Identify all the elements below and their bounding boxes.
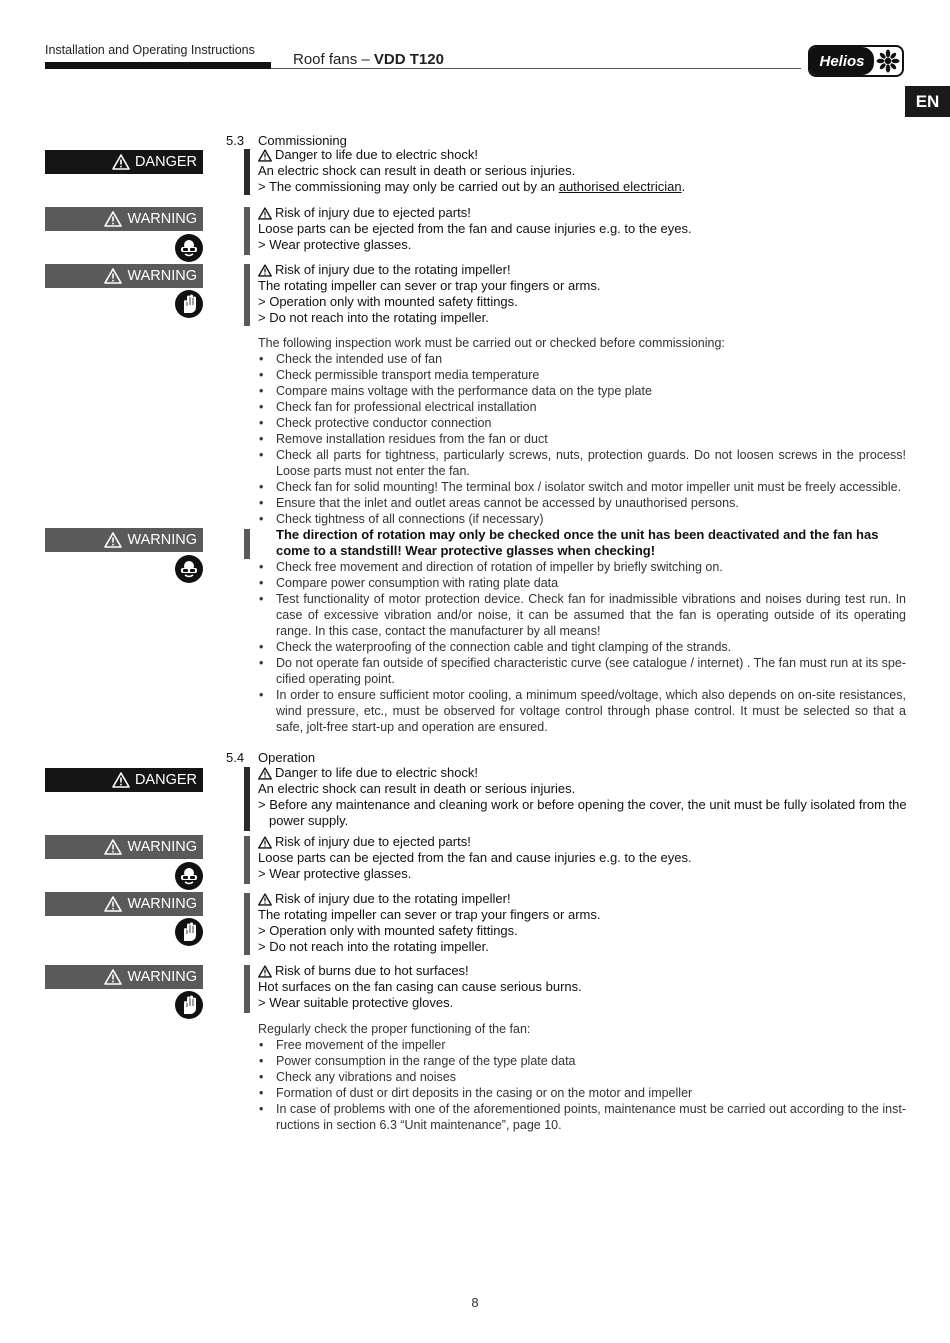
title-model: VDD T120 xyxy=(373,51,444,68)
warning-label xyxy=(45,835,203,859)
box-title xyxy=(258,891,908,907)
title-prefix: Roof fans – xyxy=(293,51,374,68)
box-content xyxy=(258,765,908,829)
box-title-text: Danger to life due to electric shock! xyxy=(275,147,479,162)
list-item: • Formation of dust or dirt deposits in the casing or on the motor and impeller xyxy=(258,1085,906,1101)
box-line: An electric shock can result in death or serious injuries. xyxy=(258,781,576,796)
danger-label-text: DANGER xyxy=(134,772,197,788)
warning-label xyxy=(45,892,203,916)
box-title-text: Risk of injury due to ejected parts! xyxy=(275,205,471,220)
box-line: > Wear suitable protective gloves. xyxy=(258,995,454,1010)
safety-glasses-icon xyxy=(175,234,203,262)
list-item: • Free movement of the impeller xyxy=(258,1037,906,1053)
warning-triangle-icon xyxy=(258,836,272,849)
box-line: > Before any maintenance and cleaning work or before opening the cover, the unit must be fully isolated from the power supply. xyxy=(258,797,907,828)
warning-triangle-icon xyxy=(258,965,272,978)
warning-bar xyxy=(244,264,250,326)
protective-glove-icon xyxy=(175,991,203,1019)
box-content xyxy=(258,262,908,326)
list-item: • Check fan for professional electrical installation xyxy=(258,399,906,415)
header-rule-thin xyxy=(271,68,801,69)
warning-triangle-icon xyxy=(112,154,130,170)
box-title-text: Risk of injury due to the rotating impeller! xyxy=(275,262,511,277)
box-content xyxy=(258,147,908,195)
warning-triangle-icon xyxy=(258,767,272,780)
warning-label xyxy=(45,528,203,552)
box-title-text: Risk of injury due to ejected parts! xyxy=(275,834,471,849)
danger-label xyxy=(45,150,203,174)
box-line: > Do not reach into the rotating impeller. xyxy=(258,939,489,954)
warning-label-text: WARNING xyxy=(127,969,197,985)
box-content xyxy=(258,963,908,1011)
list-item: • Check free movement and direction of rotation of impeller by briefly switching on. xyxy=(258,559,906,575)
section-number: 5.3 xyxy=(226,133,245,148)
section-heading-operation xyxy=(226,750,315,765)
box-line xyxy=(258,179,908,195)
box-line: Loose parts can be ejected from the fan and cause injuries e.g. to the eyes. xyxy=(258,850,692,865)
box-line: The rotating impeller can sever or trap your fingers or arms. xyxy=(258,907,601,922)
box-title-text: Danger to life due to electric shock! xyxy=(275,765,479,780)
list-item: • Check fan for solid mounting! The terminal box / isolator switch and motor impeller unit must be freely accessible. xyxy=(258,479,906,495)
authorised-electrician-link: authorised electrician xyxy=(558,179,682,194)
list-item: • Test functionality of motor protection device. Check fan for inadmissible vibrations and noises during test run. In case of excessive vibration and/or noise, it can be assumed that the fan is operating outside of its operating range. In this case, contact the manufacturer by all means! xyxy=(258,591,906,639)
list-item: • Compare power consumption with rating plate data xyxy=(258,575,906,591)
warning-label xyxy=(45,965,203,989)
box-line: > Do not reach into the rotating impeller. xyxy=(258,310,489,325)
box-line: Loose parts can be ejected from the fan and cause injuries e.g. to the eyes. xyxy=(258,221,692,236)
list-item: • Remove installation residues from the fan or duct xyxy=(258,431,906,447)
language-tab[interactable]: EN xyxy=(905,86,950,117)
list-item: • Check the intended use of fan xyxy=(258,351,906,367)
warning-bar xyxy=(244,529,250,559)
warning-triangle-icon xyxy=(258,893,272,906)
box-title-text: Risk of injury due to the rotating impeller! xyxy=(275,891,511,906)
box-content xyxy=(258,205,908,253)
section-number: 5.4 xyxy=(226,750,245,765)
box-line-prefix: > The commissioning may only be carried out by an xyxy=(258,179,559,194)
list-item: • Check permissible transport media temperature xyxy=(258,367,906,383)
box-title xyxy=(258,834,908,850)
box-title xyxy=(258,205,908,221)
document-type: Installation and Operating Instructions xyxy=(45,43,255,57)
list-item: • Do not operate fan outside of specified characteristic curve (see catalogue / internet) . The fan must run at its spe-cified operating point. xyxy=(258,655,906,687)
warning-label-text: WARNING xyxy=(127,839,197,855)
list-item: • In case of problems with one of the aforementioned points, maintenance must be carried out according to the inst-ructions in section 6.3 “Unit maintenance”, page 10. xyxy=(258,1101,906,1133)
warning-label-text: WARNING xyxy=(127,268,197,284)
warning-label-text: WARNING xyxy=(127,532,197,548)
danger-bar xyxy=(244,767,250,831)
list-item: • In order to ensure sufficient motor cooling, a minimum speed/voltage, which also depends on on-site resistances, wind pressure, etc., must be observed for voltage control through phase control. It must be selected so that a safe, jolt-free start-up and operation are ensured. xyxy=(258,687,906,735)
section-title: Operation xyxy=(258,750,316,765)
header-rule-thick xyxy=(45,62,271,69)
box-line: Hot surfaces on the fan casing can cause serious burns. xyxy=(258,979,582,994)
warning-label-text: WARNING xyxy=(127,896,197,912)
warning-bar xyxy=(244,836,250,884)
box-title xyxy=(258,262,908,278)
box-line: An electric shock can result in death or serious injuries. xyxy=(258,163,576,178)
commissioning-intro: The following inspection work must be carried out or checked before commissioning: xyxy=(258,336,725,350)
list-item: • Check protective conductor connection xyxy=(258,415,906,431)
box-content xyxy=(258,834,908,882)
box-title xyxy=(258,963,908,979)
warning-triangle-icon xyxy=(104,268,122,284)
list-item: • Check tightness of all connections (if necessary) xyxy=(258,511,906,527)
safety-glasses-icon xyxy=(175,555,203,583)
warning-label-text: WARNING xyxy=(127,211,197,227)
box-line: > Operation only with mounted safety fittings. xyxy=(258,294,518,309)
rotation-warning-text: The direction of rotation may only be checked once the unit has been deactivated and the fan has come to a standstill! Wear protective glasses when checking! xyxy=(276,527,879,558)
document-title xyxy=(293,51,444,68)
box-line-suffix: . xyxy=(681,179,686,194)
list-item: • Check any vibrations and noises xyxy=(258,1069,906,1085)
warning-triangle-icon xyxy=(258,264,272,277)
protective-glove-icon xyxy=(175,918,203,946)
warning-triangle-icon xyxy=(258,149,272,162)
warning-triangle-icon xyxy=(104,839,122,855)
commissioning-checklist-b xyxy=(258,559,906,735)
operation-checklist xyxy=(258,1037,906,1133)
danger-bar xyxy=(244,149,250,195)
box-line: > Wear protective glasses. xyxy=(258,866,412,881)
warning-label xyxy=(45,207,203,231)
protective-glove-icon xyxy=(175,290,203,318)
box-line: The rotating impeller can sever or trap your fingers or arms. xyxy=(258,278,601,293)
warning-triangle-icon xyxy=(112,772,130,788)
warning-triangle-icon xyxy=(104,211,122,227)
helios-logo xyxy=(808,45,904,77)
section-title: Commissioning xyxy=(258,133,347,148)
list-item: • Compare mains voltage with the performance data on the type plate xyxy=(258,383,906,399)
operation-intro: Regularly check the proper functioning of the fan: xyxy=(258,1022,531,1036)
box-line: > Operation only with mounted safety fittings. xyxy=(258,923,518,938)
warning-bar xyxy=(244,207,250,255)
box-title xyxy=(258,765,908,781)
warning-triangle-icon xyxy=(104,969,122,985)
logo-text: Helios xyxy=(810,47,874,75)
page-number: 8 xyxy=(471,1295,479,1310)
fan-icon xyxy=(874,47,902,75)
warning-triangle-icon xyxy=(104,896,122,912)
list-item: • Check the waterproofing of the connection cable and tight clamping of the strands. xyxy=(258,639,906,655)
warning-label xyxy=(45,264,203,288)
warning-triangle-icon xyxy=(258,207,272,220)
danger-label xyxy=(45,768,203,792)
box-line: > Wear protective glasses. xyxy=(258,237,412,252)
box-content xyxy=(258,891,908,955)
warning-bar xyxy=(244,893,250,955)
danger-label-text: DANGER xyxy=(134,154,197,170)
box-title-text: Risk of burns due to hot surfaces! xyxy=(275,963,469,978)
commissioning-checklist-a xyxy=(258,351,906,527)
box-title xyxy=(258,147,908,163)
section-heading-commissioning xyxy=(226,133,347,148)
warning-triangle-icon xyxy=(104,532,122,548)
list-item: • Power consumption in the range of the type plate data xyxy=(258,1053,906,1069)
warning-bar xyxy=(244,965,250,1013)
list-item: • Ensure that the inlet and outlet areas cannot be accessed by unauthorised persons. xyxy=(258,495,906,511)
safety-glasses-icon xyxy=(175,862,203,890)
list-item: • Check all parts for tightness, particularly screws, nuts, protection guards. Do not loosen screws in the process! Loose parts must not enter the fan. xyxy=(258,447,906,479)
